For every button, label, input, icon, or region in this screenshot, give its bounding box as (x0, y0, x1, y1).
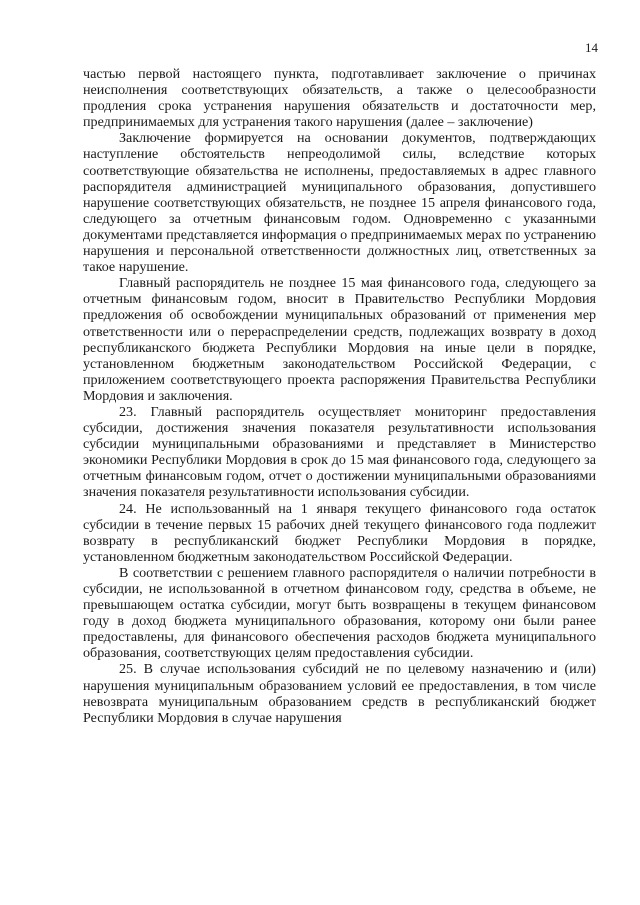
document-body (83, 66, 596, 726)
page-number: 14 (585, 40, 598, 55)
paragraph: 24. Не использованный на 1 января текущего финансового года остаток субсидии в течение первых 15 рабочих дней текущего финансового года подлежит возврату в республиканский бюджет Республики Мордовия в порядке, установленном бюджетным законодательством Российской Федерации. (83, 500, 596, 565)
paragraph: 23. Главный распорядитель осуществляет мониторинг предоставления субсидии, достижения значения показателя результативности использования субсидии муниципальными образованиями и представляет в Министерство экономики Республики Мордовия в срок до 15 мая финансового года, следующего за отчетным финансовым годом, отчет о достижении муниципальными образованиями значения показателя результативности использования субсидии. (83, 403, 596, 501)
paragraph: Заключение формируется на основании документов, подтверждающих наступление обстоятельств непреодолимой силы, вследствие которых соответствующие обязательства не исполнены, предоставляемых в адрес главного распорядителя администрацией муниципального образования, допустившего нарушение соответствующих обязательств, не позднее 15 апреля финансового года, следующего за отчетным финансовым годом. Одновременно с указанными документами представляется информация о предпринимаемых мерах по устранению нарушения и персональной ответственности должностных лиц, ответственных за такое нарушение. (83, 130, 596, 276)
paragraph: В соответствии с решением главного распорядителя о наличии потребности в субсидии, не использованной в отчетном финансовом году, средства в объеме, не превышающем остатка субсидии, могут быть возвращены в текущем финансовом году в доход бюджета муниципального образования, которому они были ранее предоставлены, для финансового обеспечения расходов бюджета муниципального образования, соответствующих целям предоставления субсидии. (83, 564, 596, 662)
paragraph: частью первой настоящего пункта, подготавливает заключение о причинах неисполнения соответствующих обязательств, а также о целесообразности продления срока устранения нарушения обязательств и достаточности мер, предпринимаемых для устранения такого нарушения (далее – заключение) (83, 66, 596, 131)
paragraph: Главный распорядитель не позднее 15 мая финансового года, следующего за отчетным финансовым годом, вносит в Правительство Республики Мордовия предложения об освобождении муниципальных образований от применения мер ответственности или о перераспределении средств, подлежащих возврату в доход республиканского бюджета Республики Мордовия на иные цели в порядке, установленном бюджетным законодательством Российской Федерации, с приложением соответствующего проекта распоряжения Правительства Республики Мордовия и заключения. (83, 275, 596, 404)
paragraph: 25. В случае использования субсидий не по целевому назначению и (или) нарушения муниципальным образованием условий ее предоставления, в том числе невозврата муниципальным образованием средств в республиканский бюджет Республики Мордовия в случае нарушения (83, 661, 596, 726)
